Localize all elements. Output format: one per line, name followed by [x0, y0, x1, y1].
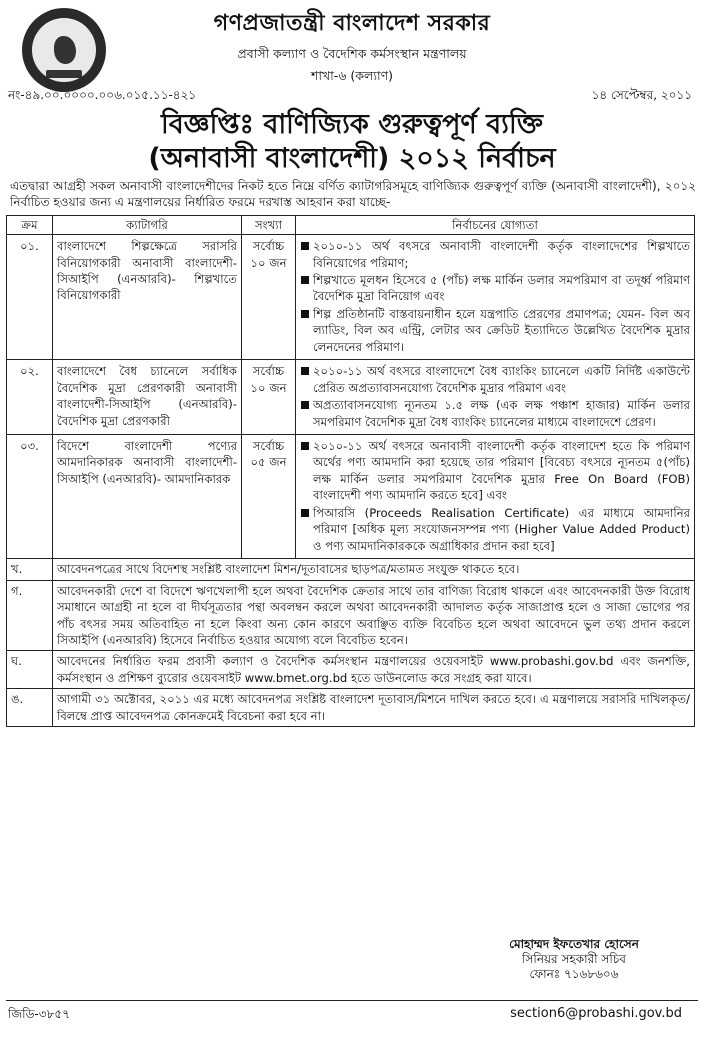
header-category: ক্যাটাগরি — [53, 215, 242, 234]
row-category: বাংলাদেশে শিল্পক্ষেত্রে সরাসরি বিনিয়োগকারী অনাবাসী বাংলাদেশী-সিআইপি (এনআরবি)- শিল্পখাতে বিনিয়োগকারী — [53, 235, 242, 360]
note-row — [7, 580, 695, 651]
table-row — [7, 435, 695, 559]
memo-number: নং-৪৯.০০.০০০০.০০৬.০১৫.১১-৪২১ — [8, 88, 197, 102]
headline-line-2: (অনাবাসী বাংলাদেশী) ২০১২ নির্বাচন — [148, 142, 556, 174]
signature-block — [474, 937, 674, 982]
row-count: সর্বোচ্চ ১০ জন — [242, 235, 296, 360]
branch-name: শাখা-৬ (কল্যাণ) — [310, 68, 394, 83]
square-bullet-icon — [301, 310, 309, 318]
note-text: আবেদনপত্রের সাথে বিদেশস্থ সংশ্লিষ্ট বাংলাদেশ মিশন/দূতাবাসের ছাড়পত্র/মতামত সংযুক্ত থাকতে হবে। — [53, 559, 695, 580]
government-title: গণপ্রজাতন্ত্রী বাংলাদেশ সরকার — [213, 11, 491, 36]
row-serial: ০২. — [7, 360, 53, 435]
row-criteria — [296, 360, 695, 435]
table-row — [7, 360, 695, 435]
note-row — [7, 689, 695, 727]
row-count: সর্বোচ্চ ০৫ জন — [242, 435, 296, 559]
criteria-item: ২০১০-১১ অর্থ বৎসরে অনাবাসী বাংলাদেশী কর্তৃক বাংলাদেশের শিল্পখাতে বিনিয়োগের পরিমাণ; — [300, 238, 690, 271]
row-serial: ০১. — [7, 235, 53, 360]
row-category: বিদেশে বাংলাদেশী পণ্যের আমদানিকারক অনাবাসী বাংলাদেশী-সিআইপি (এনআরবি)- আমদানিকারক — [53, 435, 242, 559]
signatory-designation: সিনিয়র সহকারী সচিব — [522, 952, 626, 966]
row-criteria — [296, 235, 695, 360]
headline-line-1: বিজ্ঞপ্তিঃ বাণিজ্যিক গুরুত্বপূর্ণ ব্যক্তি — [161, 109, 543, 140]
criteria-item: ২০১০-১১ অর্থ বৎসরে বাংলাদেশে বৈধ ব্যাংকিং চ্যানেলে একটি নির্দিষ্ট একাউন্টে প্রেরিত অপ্রত্যাবাসনযোগ্য বৈদেশিক মুদ্রার পরিমাণ এবং — [300, 363, 690, 396]
row-count: সর্বোচ্চ ১০ জন — [242, 360, 296, 435]
note-label: গ. — [7, 580, 53, 651]
notes-table — [6, 558, 695, 727]
note-row — [7, 651, 695, 689]
row-serial: ০৩. — [7, 435, 53, 559]
note-label: খ. — [7, 559, 53, 580]
intro-paragraph: এতদ্বারা আগ্রহী সকল অনাবাসী বাংলাদেশীদের নিকট হতে নিম্নে বর্ণিত ক্যাটাগরিসমূহে বাণিজ্যিক গুরুত্বপূর্ণ ব্যক্তি (অনাবাসী বাংলাদেশী), ২০১২ নির্বাচিত হওয়ার জন্য এ মন্ত্রণালয়ের নির্ধারিত ফরমে দরখাস্ত আহবান করা যাচ্ছে- — [10, 178, 696, 210]
note-label: ঘ. — [7, 651, 53, 689]
contact-email: section6@probashi.gov.bd — [510, 1006, 682, 1021]
criteria-table — [6, 215, 695, 560]
note-text: আবেদনের নির্ধারিত ফরম প্রবাসী কল্যাণ ও বৈদেশিক কর্মসংস্থান মন্ত্রণালয়ের ওয়েবসাইট www.probashi.gov.bd এবং জনশক্তি, কর্মসংস্থান ও প্রশিক্ষণ ব্যুরোর ওয়েবসাইট www.bmet.org.bd হতে ডাউনলোড করে সংগ্রহ করা যাবে। — [53, 651, 695, 689]
square-bullet-icon — [301, 276, 309, 284]
letterhead — [6, 6, 698, 106]
square-bullet-icon — [301, 367, 309, 375]
criteria-item: অপ্রত্যাবাসনযোগ্য ন্যূনতম ১.৫ লক্ষ (এক লক্ষ পঞ্চাশ হাজার) মার্কিন ডলার সমপরিমাণ বৈদেশিক মুদ্রা বৈধ ব্যাংকিং চ্যানেলের মাধ্যমে বাংলাদেশে প্রেরণ। — [300, 397, 690, 430]
criteria-item: শিল্পখাতে মূলধন হিসেবে ৫ (পাঁচ) লক্ষ মার্কিন ডলার সমপরিমাণ বা তদূর্ধ্ব পরিমাণ বৈদেশিক মুদ্রা বিনিয়োগ এবং — [300, 272, 690, 305]
note-text: আবেদনকারী দেশে বা বিদেশে ঋণখেলাপী হলে অথবা বৈদেশিক ক্রেতার সাথে তার বাণিজ্য বিরোধ থাকলে এবং আবেদনকারী উক্ত বিরোধ সমাধানে আগ্রহী না হলে বা দীর্ঘসূত্রতার পন্থা অবলম্বন করলে অথবা আবেদনকারী আদালত কর্তৃক সাজাপ্রাপ্ত হলে ও সাজা ভোগের পর পাঁচ বৎসর সময় অতিবাহিত না হলে কিংবা অন্য কোন কারণে অবাঞ্ছিত ব্যক্তি বিবেচিত হলে অথবা আবেদনে ভুল তথ্য প্রদান করলে সিআইপি (এনআরবি) হিসেবে নির্বাচিত হওয়ার অযোগ্য বলে বিবেচিত হবেন। — [53, 580, 695, 651]
criteria-item: ২০১০-১১ অর্থ বৎসরে অনাবাসী বাংলাদেশী কর্তৃক বাংলাদেশ হতে কি পরিমাণ অর্থের পণ্য আমদানি করা হয়েছে তার পরিমাণ [বিবেচ্য বৎসরে ন্যূনতম ৫(পাঁচ) লক্ষ মার্কিন ডলার সমপরিমাণ বৈদেশিক মুদ্রার Free On Board (FOB) বাংলাদেশী পণ্য আমদানি করতে হবে] এবং — [300, 438, 690, 504]
notice-headline — [6, 108, 698, 176]
memo-row — [8, 88, 692, 104]
note-label: ঙ. — [7, 689, 53, 727]
criteria-item: পিআরসি (Proceeds Realisation Certificate) এর মাধ্যমে আমদানির পরিমাণ [অধিক মূল্য সংযোজনসম্পন্ন পণ্য (Higher Value Added Product) ও পণ্য আমদানিকারককে অগ্রাধিকার প্রদান করা হবে] — [300, 505, 690, 554]
square-bullet-icon — [301, 442, 309, 450]
table-row — [7, 235, 695, 360]
divider — [6, 1000, 698, 1001]
criteria-item: শিল্প প্রতিষ্ঠানটি বাস্তবায়নাধীন হলে যন্ত্রপাতি প্রেরণের প্রমাণপত্র; যেমন- বিল অব ল্যাডিং, বিল অব এন্ট্রি, লেটার অব ক্রেডিট ইত্যাদিতে উল্লেখিত বৈদেশিক মুদ্রার লেনদেনের পরিমাণ। — [300, 306, 690, 355]
row-criteria — [296, 435, 695, 559]
square-bullet-icon — [301, 242, 309, 250]
square-bullet-icon — [301, 509, 309, 517]
gd-number: জিডি-৩৮৫৭ — [8, 1007, 70, 1021]
table-header-row — [7, 215, 695, 234]
memo-date: ১৪ সেপ্টেম্বর, ২০১১ — [591, 88, 692, 102]
ministry-name: প্রবাসী কল্যাণ ও বৈদেশিক কর্মসংস্থান মন্ত্রণালয় — [237, 46, 467, 61]
signatory-phone: ফোনঃ ৭১৬৮৬০৬ — [529, 967, 619, 981]
row-category: বাংলাদেশে বৈধ চ্যানেলে সর্বাধিক বৈদেশিক মুদ্রা প্রেরণকারী অনাবাসী বাংলাদেশী-সিআইপি (এনআরবি)- বৈদেশিক মুদ্রা প্রেরণকারী — [53, 360, 242, 435]
signatory-name: মোহাম্মদ ইফতেখার হোসেন — [509, 937, 639, 951]
header-count: সংখ্যা — [242, 215, 296, 234]
header-serial: ক্রম — [7, 215, 53, 234]
header-eligibility: নির্বাচনের যোগ্যতা — [296, 215, 695, 234]
square-bullet-icon — [301, 401, 309, 409]
note-row — [7, 559, 695, 580]
note-text: আগামী ৩১ অক্টোবর, ২০১১ এর মধ্যে আবেদনপত্র সংশ্লিষ্ট বাংলাদেশ দূতাবাস/মিশনে দাখিল করতে হবে। এ মন্ত্রণালয়ে সরাসরি দাখিলকৃত/বিলম্বে প্রাপ্ত আবেদনপত্র কোনক্রমেই বিবেচনা করা হবে না। — [53, 689, 695, 727]
